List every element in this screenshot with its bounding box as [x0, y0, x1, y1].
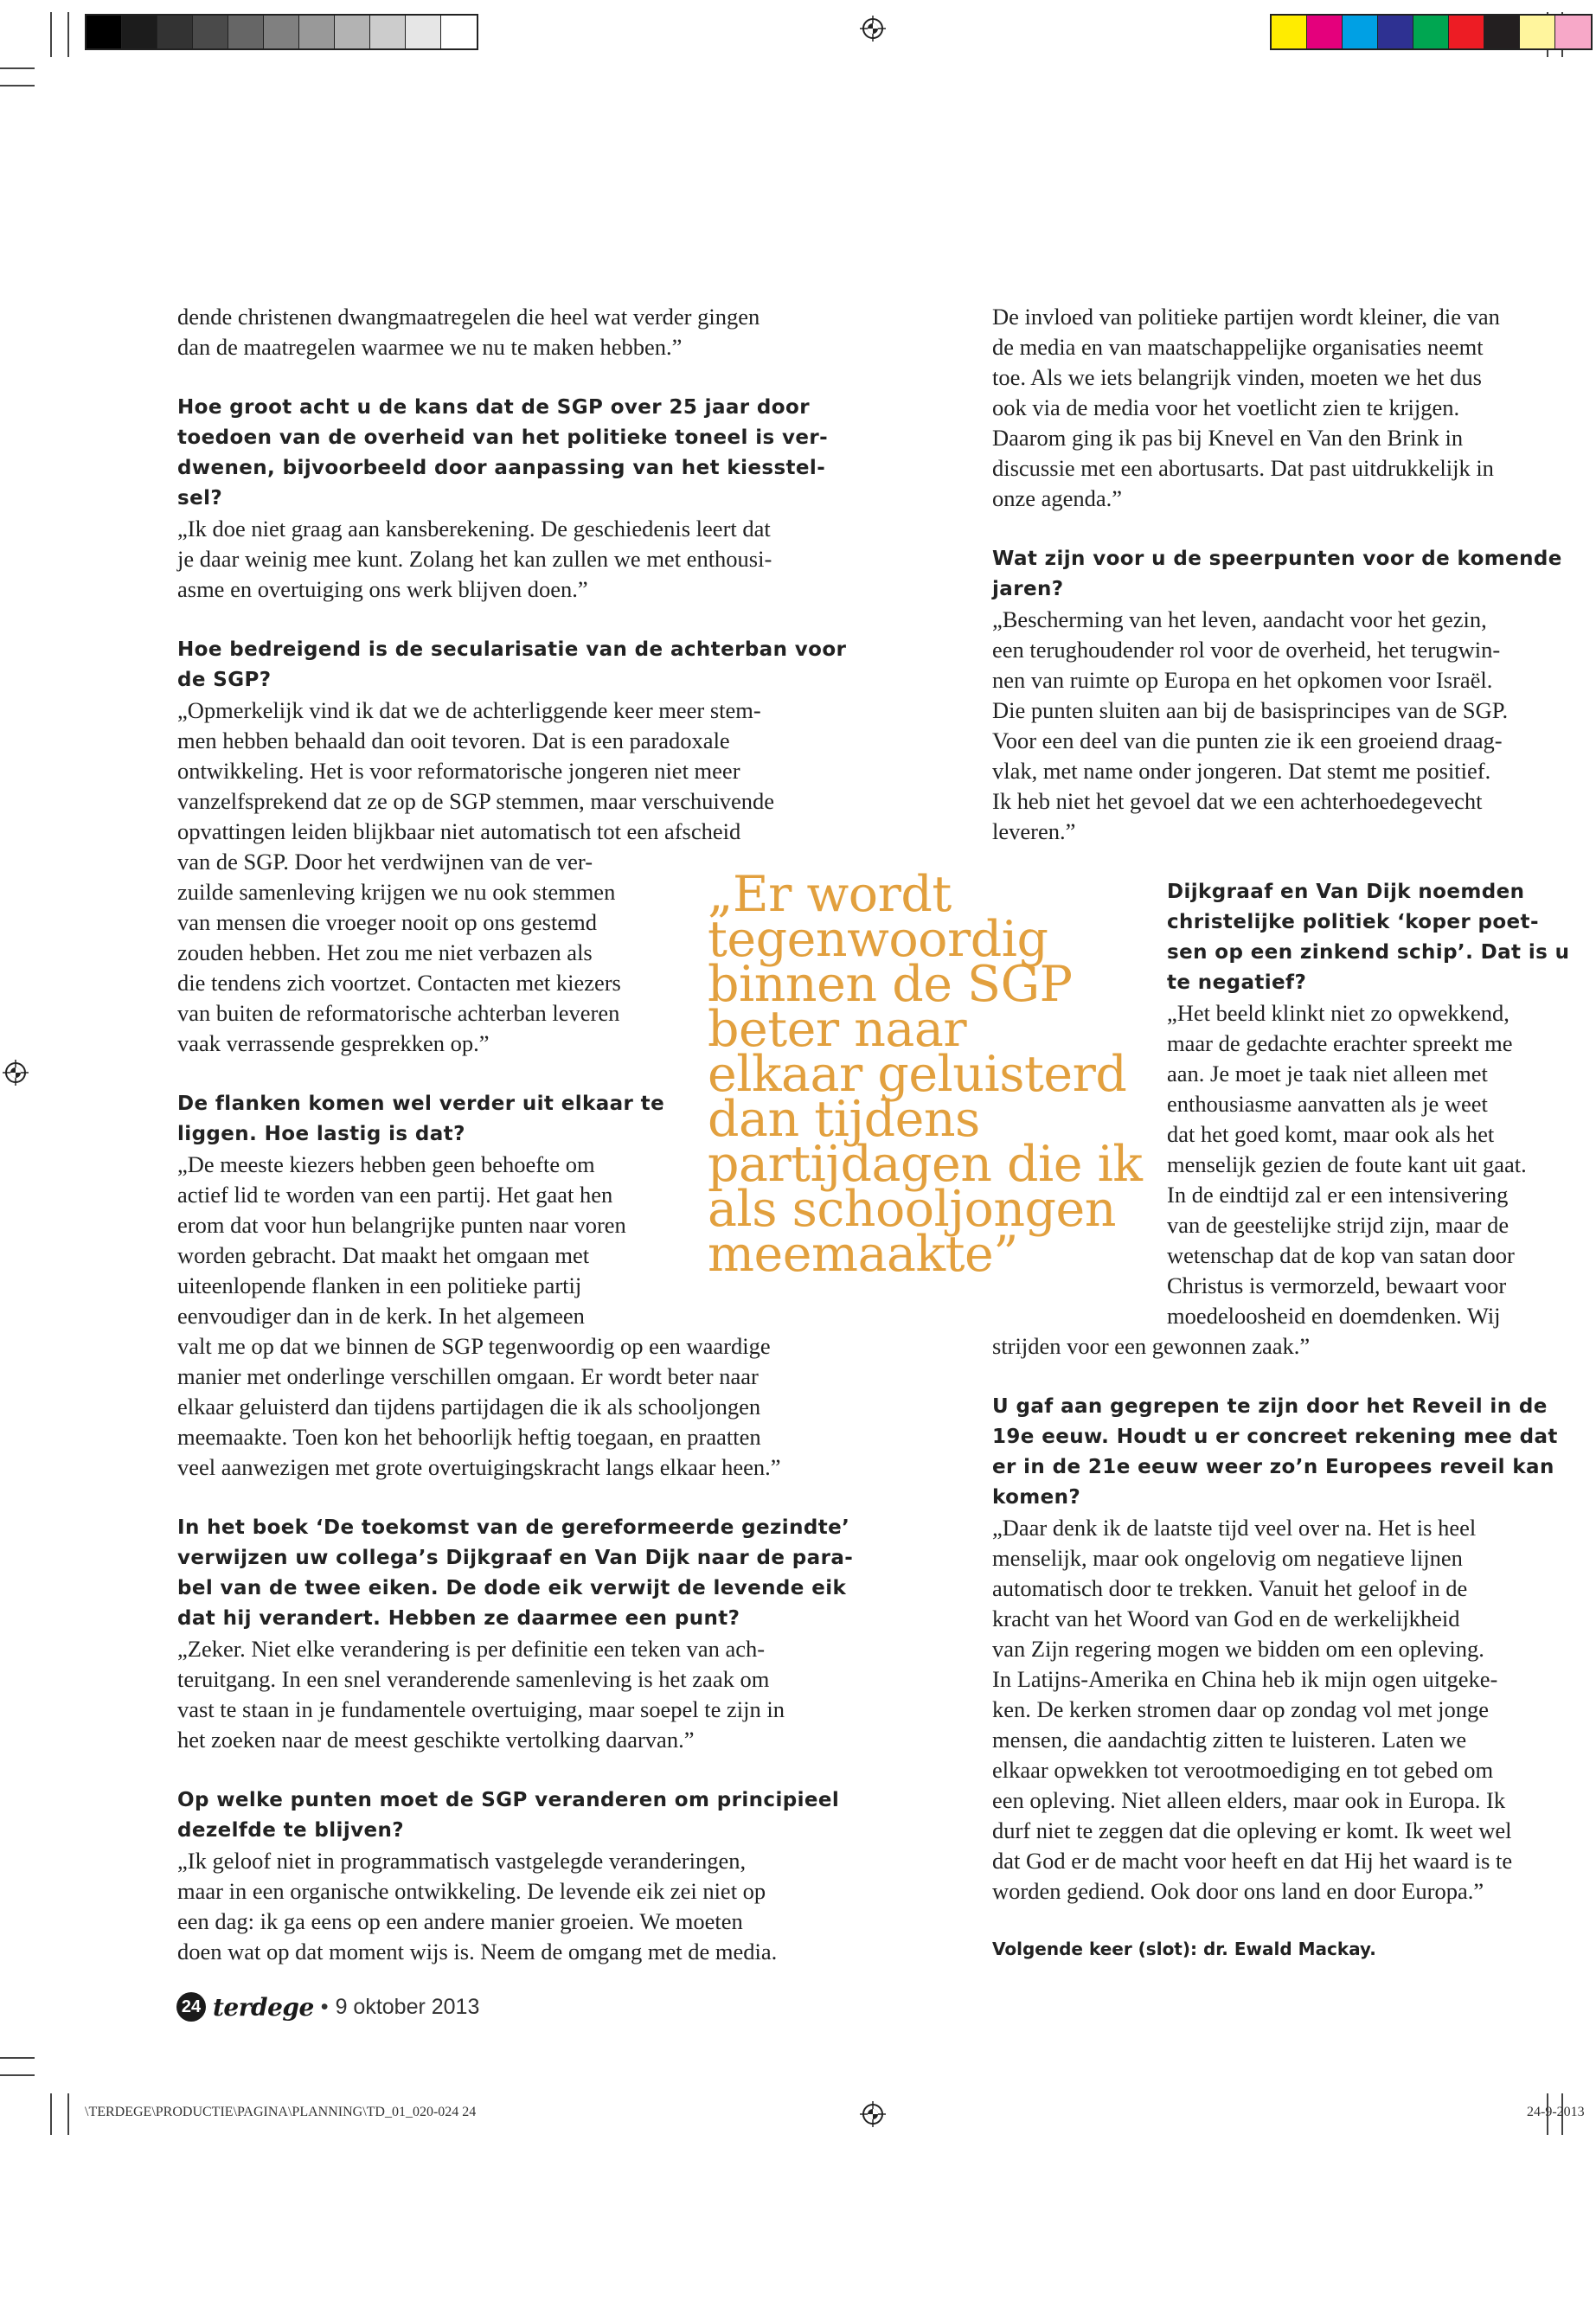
paragraph-gap [992, 514, 1563, 544]
answer-line: leveren.” [992, 818, 1076, 844]
color-swatch [1555, 16, 1591, 48]
right-article-column-top [992, 302, 1563, 847]
registration-target-icon [860, 2101, 886, 2127]
crop-mark [67, 12, 69, 57]
crop-mark [50, 2093, 52, 2135]
question-line: 19e eeuw. Houdt u er concreet rekening mee dat [992, 1426, 1558, 1448]
pull-quote-line: partijdagen die ik [708, 1136, 1143, 1193]
answer-line: van buiten de reformatorische achterban leveren [177, 1000, 620, 1026]
right-article-column-bottom [992, 1331, 1572, 1907]
answer-line: nen van ruimte op Europa en het opkomen voor Israël. [992, 667, 1493, 693]
color-swatch [1484, 16, 1520, 48]
answer-line: zuilde samenleving krijgen we nu ook stemmen [177, 879, 616, 905]
question-line: In het boek ‘De toekomst van de gereformeerde gezindte’ [177, 1516, 850, 1539]
answer-line: In Latijns-Amerika en China heb ik mijn ogen uitgeke- [992, 1666, 1498, 1692]
answer-line: wetenschap dat de kop van satan door [1167, 1242, 1515, 1268]
pull-quote-line: meemaakte” [708, 1226, 1018, 1283]
answer-line: teruitgang. In een snel veranderende samenleving is het zaak om [177, 1666, 770, 1692]
pull-quote-line: elkaar geluisterd [708, 1046, 1127, 1103]
question-line: verwijzen uw collega’s Dijkgraaf en Van Dijk naar de para- [177, 1547, 854, 1569]
answer-line: Daarom ging ik pas bij Knevel en Van den Brink in [992, 425, 1464, 451]
color-swatch [299, 16, 335, 48]
answer-line: „Ik geloof niet in programmatisch vastgelegde veranderingen, [177, 1848, 747, 1874]
answer-line: „Zeker. Niet elke verandering is per definitie een teken van ach- [177, 1636, 766, 1662]
page-footer [176, 1992, 479, 2022]
answer-line: van de geestelijke strijd zijn, maar de [1167, 1212, 1509, 1238]
question-line: De flanken komen wel verder uit elkaar te [177, 1093, 665, 1115]
color-swatch [87, 16, 122, 48]
question-line: dat hij verandert. Hebben ze daarmee een punt? [177, 1607, 740, 1630]
answer-line: dan de maatregelen waarmee we nu te maken hebben.” [177, 334, 683, 360]
question-line: de SGP? [177, 669, 272, 691]
answer-line: maar in een organische ontwikkeling. De levende eik zei niet op [177, 1878, 766, 1904]
color-swatch [441, 16, 477, 48]
paragraph-gap [992, 1362, 1572, 1392]
question-line: toedoen van de overheid van het politieke toneel is ver- [177, 426, 829, 449]
color-swatch [157, 16, 193, 48]
answer-line: vlak, met name onder jongeren. Dat stemt me positief. [992, 758, 1491, 784]
color-swatch [264, 16, 299, 48]
answer-line: manier met onderlinge verschillen omgaan. Er wordt beter naar [177, 1363, 759, 1389]
answer-line: menselijk gezien de foute kant uit gaat. [1167, 1151, 1527, 1177]
crop-mark [0, 2057, 35, 2059]
answer-line: kracht van het Woord van God en de werkelijkheid [992, 1606, 1460, 1631]
color-swatch [1413, 16, 1449, 48]
answer-line: je daar weinig mee kunt. Zolang het kan zullen we met enthousi- [177, 546, 772, 572]
answer-line: de media en van maatschappelijke organisaties neemt [992, 334, 1484, 360]
answer-line: een terughoudender rol voor de overheid, het terugwin- [992, 637, 1501, 663]
question-line: sel? [177, 487, 223, 510]
answer-line: Die punten sluiten aan bij de basisprincipes van de SGP. [992, 697, 1509, 723]
answer-line: „De meeste kiezers hebben geen behoefte om [177, 1151, 595, 1177]
answer-line: „Daar denk ik de laatste tijd veel over na. Het is heel [992, 1515, 1477, 1541]
answer-line: asme en overtuiging ons werk blijven doen.” [177, 576, 588, 602]
answer-line: actief lid te worden van een partij. Het gaat hen [177, 1182, 613, 1208]
question-line: bel van de twee eiken. De dode eik verwijt de levende eik [177, 1577, 847, 1599]
answer-line: een dag: ik ga eens op een andere manier groeien. We moeten [177, 1908, 743, 1934]
color-swatch [370, 16, 406, 48]
registration-target-icon [3, 1060, 29, 1086]
question-line: er in de 21e eeuw weer zo’n Europees reveil kan [992, 1456, 1554, 1478]
color-swatch [1343, 16, 1378, 48]
answer-line: dende christenen dwangmaatregelen die heel wat verder gingen [177, 304, 760, 330]
question-line: Hoe groot acht u de kans dat de SGP over 25 jaar door [177, 396, 810, 419]
question-line: Hoe bedreigend is de secularisatie van de achterban voor [177, 638, 847, 661]
process-color-bar [1270, 14, 1593, 50]
answer-line: „Het beeld klinkt niet zo opwekkend, [1167, 1000, 1509, 1026]
answer-line: Ik heb niet het gevoel dat we een achterhoedegevecht [992, 788, 1483, 814]
pull-quote-line: binnen de SGP [708, 956, 1073, 1013]
answer-line: valt me op dat we binnen de SGP tegenwoordig op een waardige [177, 1333, 771, 1359]
answer-line: vaak verrassende gesprekken op.” [177, 1030, 490, 1056]
question-line: Dijkgraaf en Van Dijk noemden [1167, 881, 1525, 903]
answer-line: maar de gedachte erachter spreekt me [1167, 1030, 1513, 1056]
answer-line: van mensen die vroeger nooit op ons gestemd [177, 909, 597, 935]
next-episode-credit [992, 1934, 1563, 1965]
question-line: komen? [992, 1486, 1081, 1509]
answer-line: uiteenlopende flanken in een politieke partij [177, 1272, 582, 1298]
answer-line: vanzelfsprekend dat ze op de SGP stemmen, maar verschuivende [177, 788, 774, 814]
question-line: Op welke punten moet de SGP veranderen om principieel [177, 1789, 840, 1811]
answer-line: worden gebracht. Dat maakt het omgaan met [177, 1242, 590, 1268]
color-swatch [406, 16, 441, 48]
color-swatch [1378, 16, 1413, 48]
answer-line: opvattingen leiden blijkbaar niet automatisch tot een afscheid [177, 818, 741, 844]
issue-date: 9 oktober 2013 [335, 1994, 480, 2019]
answer-line: doen wat op dat moment wijs is. Neem de omgang met de media. [177, 1939, 778, 1965]
registration-target-icon [860, 16, 886, 42]
answer-line: zouden hebben. Het zou me niet verbazen als [177, 939, 593, 965]
question-line: christelijke politiek ‘koper poet- [1167, 911, 1539, 933]
production-slug-path: \TERDEGE\PRODUCTIE\PAGINA\PLANNING\TD_01_020-024 24 [85, 2105, 477, 2119]
answer-line: enthousiasme aanvatten als je weet [1167, 1091, 1488, 1117]
answer-line: automatisch door te trekken. Vanuit het geloof in de [992, 1575, 1468, 1601]
page-number: 24 [176, 1992, 206, 2022]
pull-quote-line: tegenwoordig [708, 911, 1048, 968]
pull-quote-line: beter naar [708, 1001, 967, 1058]
answer-line: veel aanwezigen met grote overtuigingskracht langs elkaar heen.” [177, 1454, 781, 1480]
crop-mark [67, 2093, 69, 2135]
answer-line: van de SGP. Door het verdwijnen van de ver- [177, 849, 593, 875]
answer-line: Voor een deel van die punten zie ik een groeiend draag- [992, 727, 1503, 753]
right-article-column-narrow [1167, 877, 1574, 1331]
answer-line: worden gediend. Ook door ons land en door Europa.” [992, 1878, 1484, 1904]
answer-line: elkaar geluisterd dan tijdens partijdagen die ik als schooljongen [177, 1394, 761, 1420]
answer-line: discussie met een abortusarts. Dat past uitdrukkelijk in [992, 455, 1494, 481]
answer-line: In de eindtijd zal er een intensivering [1167, 1182, 1509, 1208]
crop-mark [0, 2074, 35, 2076]
answer-line: eenvoudiger dan in de kerk. In het algemeen [177, 1303, 585, 1329]
paragraph-gap [177, 1483, 869, 1513]
paragraph-gap [177, 362, 869, 393]
answer-line: toe. Als we iets belangrijk vinden, moeten we het dus [992, 364, 1482, 390]
color-swatch [1307, 16, 1343, 48]
crop-mark [0, 67, 35, 69]
color-swatch [122, 16, 157, 48]
pull-quote-line: als schooljongen [708, 1181, 1116, 1238]
crop-mark [0, 85, 35, 87]
answer-line: „Ik doe niet graag aan kansberekening. De geschiedenis leert dat [177, 516, 771, 542]
question-line: te negatief? [1167, 971, 1307, 994]
question-line: Wat zijn voor u de speerpunten voor de komende [992, 548, 1562, 570]
answer-line: Christus is vermorzeld, bewaart voor [1167, 1272, 1507, 1298]
question-line: sen op een zinkend schip’. Dat is u [1167, 941, 1570, 964]
answer-line: strijden voor een gewonnen zaak.” [992, 1333, 1311, 1359]
answer-line: ontwikkeling. Het is voor reformatorische jongeren niet meer [177, 758, 740, 784]
answer-line: ook via de media voor het voetlicht zien te krijgen. [992, 394, 1460, 420]
color-swatch [335, 16, 370, 48]
answer-line: moedeloosheid en doemdenken. Wij [1167, 1303, 1501, 1329]
pull-quote-line: „Er wordt [708, 866, 952, 923]
pull-quote [708, 866, 1157, 1283]
answer-line: die tendens zich voortzet. Contacten met kiezers [177, 970, 621, 996]
answer-line: van Zijn regering mogen we bidden om een opleving. [992, 1636, 1484, 1662]
question-line: U gaf aan gegrepen te zijn door het Reveil in de [992, 1395, 1548, 1418]
answer-line: meemaakte. Toen kon het behoorlijk heftig toegaan, en praatten [177, 1424, 761, 1450]
answer-line: erom dat voor hun belangrijke punten naar voren [177, 1212, 626, 1238]
magazine-logo: terdege [213, 1992, 314, 2022]
crop-mark [50, 12, 52, 57]
question-line: jaren? [992, 578, 1064, 600]
answer-line: elkaar opwekken tot verootmoediging en tot gebed om [992, 1757, 1494, 1783]
question-line: dwenen, bijvoorbeeld door aanpassing van het kiesstel- [177, 457, 826, 479]
question-line: liggen. Hoe lastig is dat? [177, 1123, 465, 1145]
color-swatch [1272, 16, 1307, 48]
answer-line: dat God er de macht voor heeft en dat Hij het waard is te [992, 1848, 1513, 1874]
answer-line: het zoeken naar de meest geschikte vertolking daarvan.” [177, 1727, 695, 1753]
answer-line: durf niet te zeggen dat die opleving er komt. Ik weet wel [992, 1817, 1512, 1843]
answer-line: „Opmerkelijk vind ik dat we de achterliggende keer meer stem- [177, 697, 761, 723]
paragraph-gap [177, 1755, 869, 1785]
answer-line: onze agenda.” [992, 485, 1123, 511]
question-line: dezelfde te blijven? [177, 1819, 405, 1842]
color-swatch [193, 16, 228, 48]
grey-color-bar [85, 14, 478, 50]
answer-line: ken. De kerken stromen daar op zondag vol met jonge [992, 1696, 1489, 1722]
answer-line: een opleving. Niet alleen elders, maar ook in Europa. Ik [992, 1787, 1506, 1813]
answer-line: men hebben behaald dan ooit tevoren. Dat is een paradoxale [177, 727, 730, 753]
footer-separator: • [320, 1994, 329, 2019]
answer-line: vast te staan in je fundamentele overtuiging, maar soepel te zijn in [177, 1696, 785, 1722]
production-slug-date: 24-9-2013 [1527, 2105, 1585, 2119]
answer-line: aan. Je moet je taak niet alleen met [1167, 1061, 1488, 1086]
credit-line: Volgende keer (slot): dr. Ewald Mackay. [992, 1939, 1376, 1959]
paragraph-gap [177, 605, 869, 635]
pull-quote-line: dan tijdens [708, 1091, 980, 1148]
answer-line: dat het goed komt, maar ook als het [1167, 1121, 1495, 1147]
answer-line: menselijk, maar ook ongelovig om negatieve lijnen [992, 1545, 1463, 1571]
color-swatch [1449, 16, 1484, 48]
color-swatch [228, 16, 264, 48]
answer-line: De invloed van politieke partijen wordt kleiner, die van [992, 304, 1500, 330]
answer-line: mensen, die aandachtig zitten te luisteren. Laten we [992, 1727, 1467, 1753]
answer-line: „Bescherming van het leven, aandacht voor het gezin, [992, 606, 1487, 632]
color-swatch [1520, 16, 1555, 48]
